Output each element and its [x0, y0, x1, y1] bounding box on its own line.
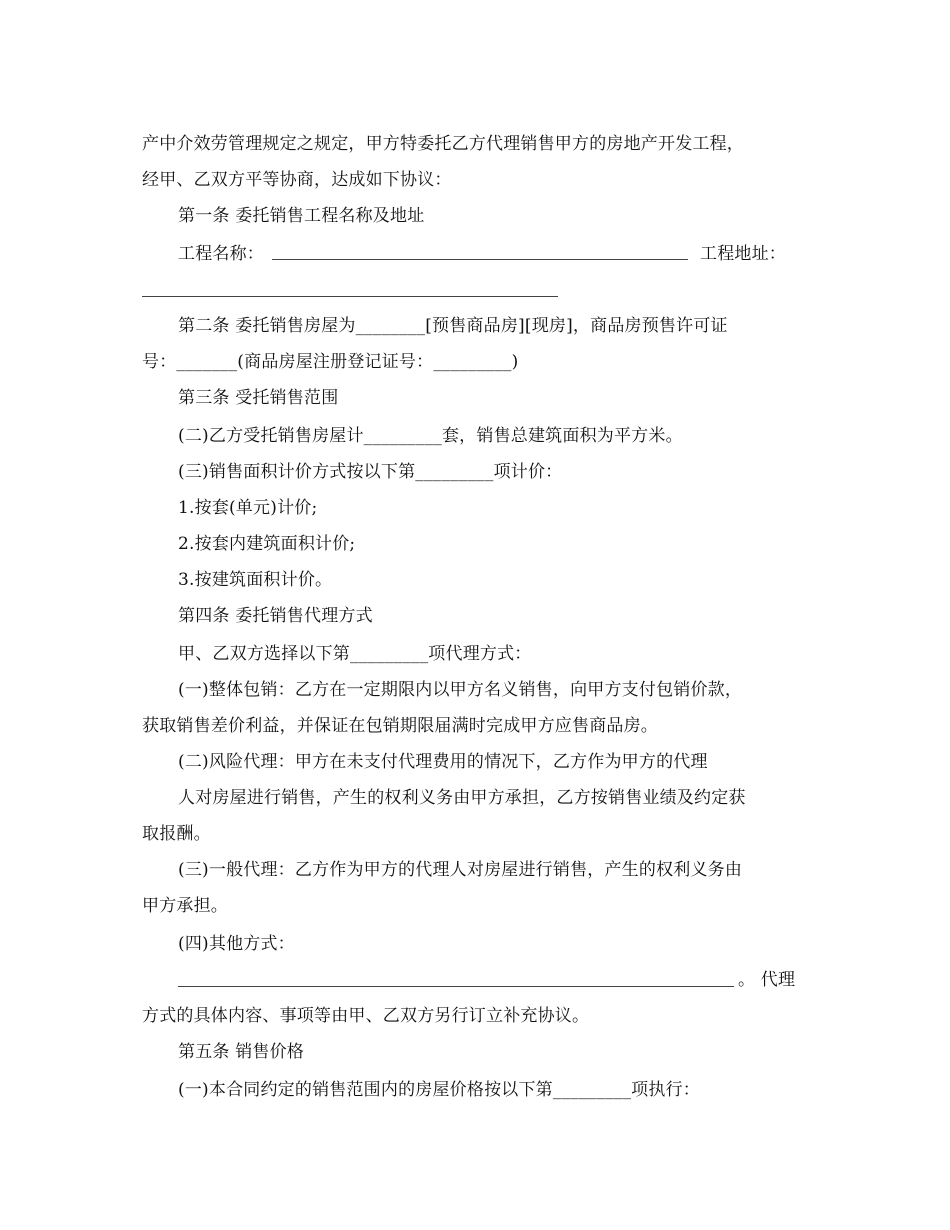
- project-address-label: 工程地址：: [700, 244, 786, 264]
- agency-supplement-line: 方式的具体内容、事项等由甲、乙双方另行订立补充协议。: [142, 1006, 590, 1026]
- project-name-label: 工程名称：: [178, 244, 264, 264]
- risk-agency-line-1: (二)风险代理：甲方在未支付代理费用的情况下，乙方作为甲方的代理: [178, 752, 708, 772]
- article-4-heading: 第四条 委托销售代理方式: [178, 606, 373, 626]
- project-name-blank: [272, 259, 688, 260]
- article-3-item-3: (三)销售面积计价方式按以下第_________项计价：: [178, 462, 563, 482]
- agency-continuation: 。 代理: [738, 970, 796, 990]
- risk-agency-line-3: 取报酬。: [142, 824, 211, 844]
- article-2-line-1: 第二条 委托销售房屋为________[预售商品房][现房]，商品房预售许可证: [178, 316, 728, 336]
- general-agency-line-1: (三)一般代理：乙方作为甲方的代理人对房屋进行销售，产生的权利义务由: [178, 860, 743, 880]
- package-sale-line-1: (一)整体包销：乙方在一定期限内以甲方名义销售，向甲方支付包销价款，: [178, 680, 743, 700]
- article-3-item-2: (二)乙方受托销售房屋计_________套，销售总建筑面积为平方米。: [178, 426, 683, 446]
- text-line-2: 经甲、乙双方平等协商，达成如下协议：: [142, 170, 452, 190]
- other-method-blank: [178, 986, 734, 987]
- text-line-1: 产中介效劳管理规定之规定，甲方特委托乙方代理销售甲方的房地产开发工程，: [142, 134, 744, 154]
- project-address-blank: [142, 296, 558, 297]
- article-2-line-2: 号：_______(商品房屋注册登记证号：_________): [142, 352, 519, 372]
- article-1-heading: 第一条 委托销售工程名称及地址: [178, 206, 425, 226]
- article-5-item-1: (一)本合同约定的销售范围内的房屋价格按以下第_________项执行：: [178, 1080, 700, 1100]
- package-sale-line-2: 获取销售差价利益，并保证在包销期限届满时完成甲方应售商品房。: [142, 716, 658, 736]
- article-4-intro: 甲、乙双方选择以下第_________项代理方式：: [178, 644, 532, 664]
- other-method-label: (四)其他方式：: [178, 934, 295, 954]
- general-agency-line-2: 甲方承担。: [142, 896, 228, 916]
- article-5-heading: 第五条 销售价格: [178, 1042, 305, 1062]
- pricing-option-3: 3.按建筑面积计价。: [178, 570, 333, 590]
- article-3-heading: 第三条 受托销售范围: [178, 388, 339, 408]
- pricing-option-1: 1.按套(单元)计价;: [178, 498, 318, 518]
- risk-agency-line-2: 人对房屋进行销售，产生的权利义务由甲方承担，乙方按销售业绩及约定获: [178, 788, 746, 808]
- pricing-option-2: 2.按套内建筑面积计价;: [178, 534, 356, 554]
